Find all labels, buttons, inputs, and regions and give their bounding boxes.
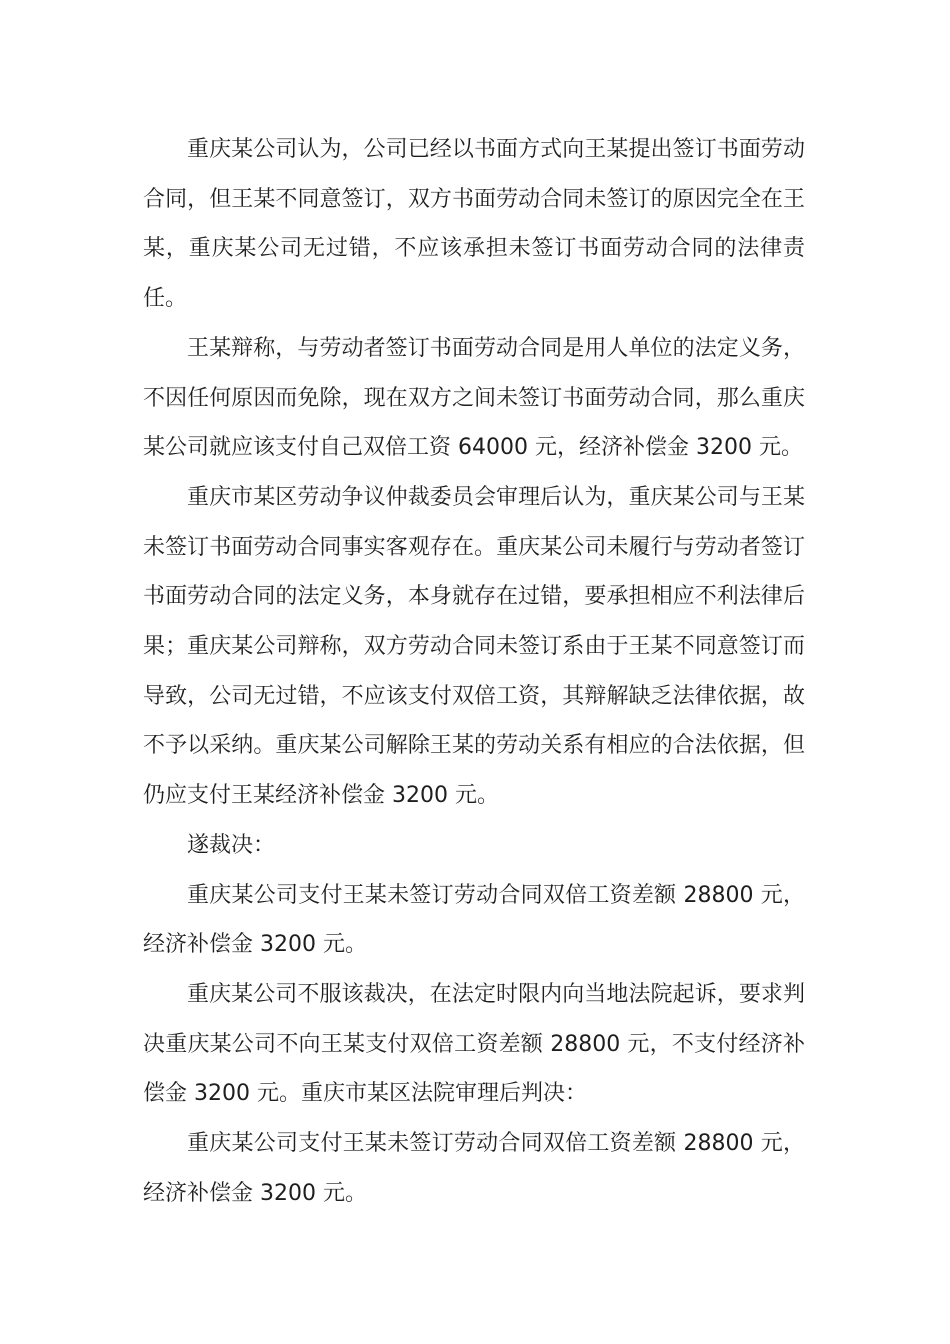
paragraph-court-judgment: 重庆某公司支付王某未签订劳动合同双倍工资差额 28800 元，经济补偿金 3200 元。 (143, 1131, 805, 1206)
paragraph-court-appeal: 重庆某公司不服该裁决，在法定时限内向当地法院起诉，要求判决重庆某公司不向王某支付双倍工资差额 28800 元，不支付经济补偿金 3200 元。重庆市某区法院审理后判决： (143, 981, 805, 1107)
paragraph-wang-defense: 王某辩称，与劳动者签订书面劳动合同是用人单位的法定义务，不因任何原因而免除，现在双方之间未签订书面劳动合同，那么重庆某公司就应该支付自己双倍工资 64000 元，经济补偿金 3200 元。 (143, 335, 805, 461)
paragraph-ruling-intro: 遂裁决： (187, 832, 276, 858)
paragraph-company-position: 重庆某公司认为，公司已经以书面方式向王某提出签订书面劳动合同，但王某不同意签订，双方书面劳动合同未签订的原因完全在王某，重庆某公司无过错，不应该承担未签订书面劳动合同的法律责任。 (143, 137, 805, 312)
paragraph-arbitration-finding: 重庆市某区劳动争议仲裁委员会审理后认为，重庆某公司与王某未签订书面劳动合同事实客观存在。重庆某公司未履行与劳动者签订书面劳动合同的法定义务，本身就存在过错，要承担相应不利法律后果；重庆某公司辩称，双方劳动合同未签订系由于王某不同意签订而导致，公司无过错，不应该支付双倍工资，其辩解缺乏法律依据，故不予以采纳。重庆某公司解除王某的劳动关系有相应的合法依据，但仍应支付王某经济补偿金 3200 元。 (143, 484, 805, 809)
document-body (143, 125, 805, 1218)
paragraph-arbitration-award: 重庆某公司支付王某未签订劳动合同双倍工资差额 28800 元，经济补偿金 3200 元。 (143, 882, 805, 958)
